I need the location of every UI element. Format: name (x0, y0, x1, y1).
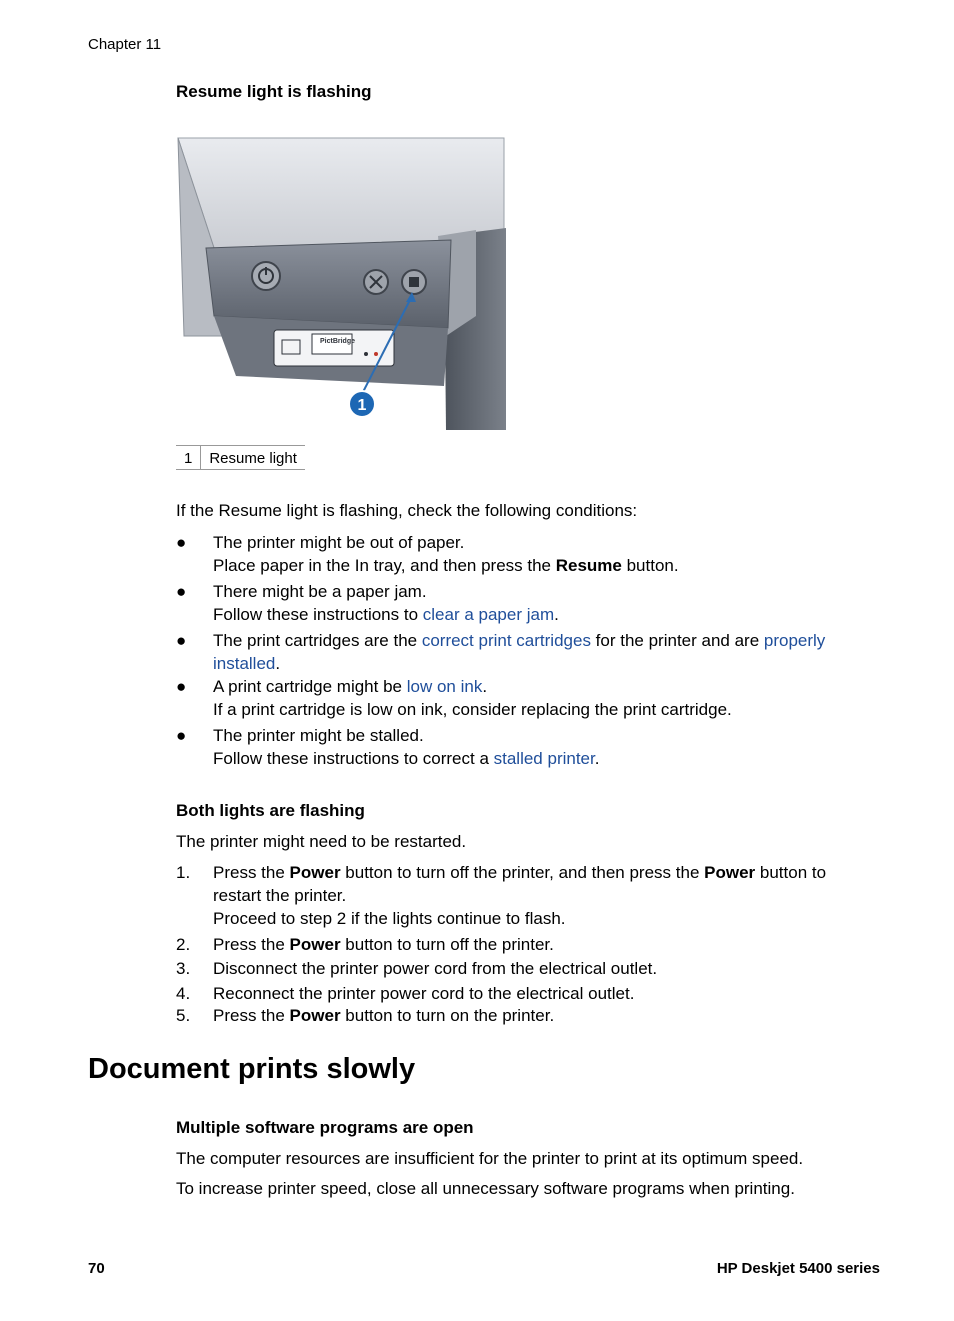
list-item (176, 724, 886, 770)
step-number: 5. (176, 1006, 191, 1025)
table-row (176, 446, 305, 470)
callout-number: 1 (357, 397, 367, 414)
list-item: 2. Press the Power button to turn off the printer. (176, 935, 554, 954)
bullet-text: The print cartridges are the correct print cartridges for the printer and are properly (213, 631, 826, 650)
bullet-marker: ● (176, 631, 187, 650)
list-item: 5. Press the Power button to turn on the printer. (176, 1006, 555, 1025)
link-correct-print-cartridges[interactable]: correct print cartridges (421, 631, 591, 650)
figure-caption-table (176, 445, 305, 470)
list-item (176, 531, 886, 577)
bullet-text: The printer might be stalled. (213, 726, 424, 745)
step-number: 4. (176, 984, 191, 1003)
bullet-text: A print cartridge might be low on ink. (213, 677, 488, 696)
bullet-marker: ● (176, 677, 187, 696)
section-heading-multiple-programs: Multiple software programs are open (176, 1118, 474, 1137)
bullet-text: Follow these instructions to correct a stalled printer. (213, 749, 600, 768)
step-text: Disconnect the printer power cord from the electrical outlet. (213, 959, 658, 978)
page-number: 70 (88, 1260, 105, 1277)
step-text: restart the printer. (213, 886, 347, 905)
step-number: 3. (176, 959, 191, 978)
bullet-text: There might be a paper jam. (213, 582, 427, 601)
page-title: Document prints slowly (88, 1053, 416, 1085)
caption-number: 1 (176, 446, 201, 470)
pictbridge-label: PictBridge (320, 338, 356, 345)
list-item (176, 629, 886, 675)
bullet-text: If a print cartridge is low on ink, consider replacing the print cartridge. (213, 700, 732, 719)
step-text: Reconnect the printer power cord to the electrical outlet. (213, 984, 635, 1003)
chapter-label: Chapter 11 (88, 36, 162, 53)
printer-illustration (176, 136, 506, 430)
bullet-marker: ● (176, 726, 187, 745)
link-low-on-ink[interactable]: low on ink (406, 677, 483, 696)
section-heading-both-lights: Both lights are flashing (176, 801, 365, 820)
link-properly-installed[interactable]: properly (763, 631, 826, 650)
bullet-text: The printer might be out of paper. (213, 533, 465, 552)
list-item (176, 982, 886, 1005)
bullet-text: Follow these instructions to clear a paper jam. (213, 605, 559, 624)
link-clear-paper-jam[interactable]: clear a paper jam (422, 605, 555, 624)
both-lights-intro: The printer might need to be restarted. (176, 832, 467, 851)
caption-text: Resume light (201, 446, 305, 470)
list-item (176, 580, 886, 626)
bullet-text: installed. (213, 654, 281, 673)
bullet-text: Place paper in the In tray, and then press the Resume button. (213, 556, 679, 575)
link-properly-installed-cont[interactable]: installed (213, 654, 276, 673)
step-number: 2. (176, 935, 191, 954)
step-number: 1. (176, 863, 191, 882)
slow-para-2: To increase printer speed, close all unnecessary software programs when printing. (176, 1179, 795, 1198)
link-stalled-printer[interactable]: stalled printer (493, 749, 595, 768)
step-text: Proceed to step 2 if the lights continue to flash. (213, 909, 566, 928)
slow-para-1: The computer resources are insufficient for the printer to print at its optimum speed. (176, 1149, 804, 1168)
list-item (176, 957, 886, 980)
resume-intro: If the Resume light is flashing, check the following conditions: (176, 501, 638, 520)
bullet-marker: ● (176, 582, 187, 601)
list-item (176, 861, 886, 930)
section-heading-resume: Resume light is flashing (176, 82, 372, 101)
step-text: Press the Power button to turn off the printer, and then press the Power button to (213, 863, 827, 882)
bullet-marker: ● (176, 533, 187, 552)
list-item (176, 675, 886, 721)
product-name: HP Deskjet 5400 series (716, 1260, 880, 1277)
